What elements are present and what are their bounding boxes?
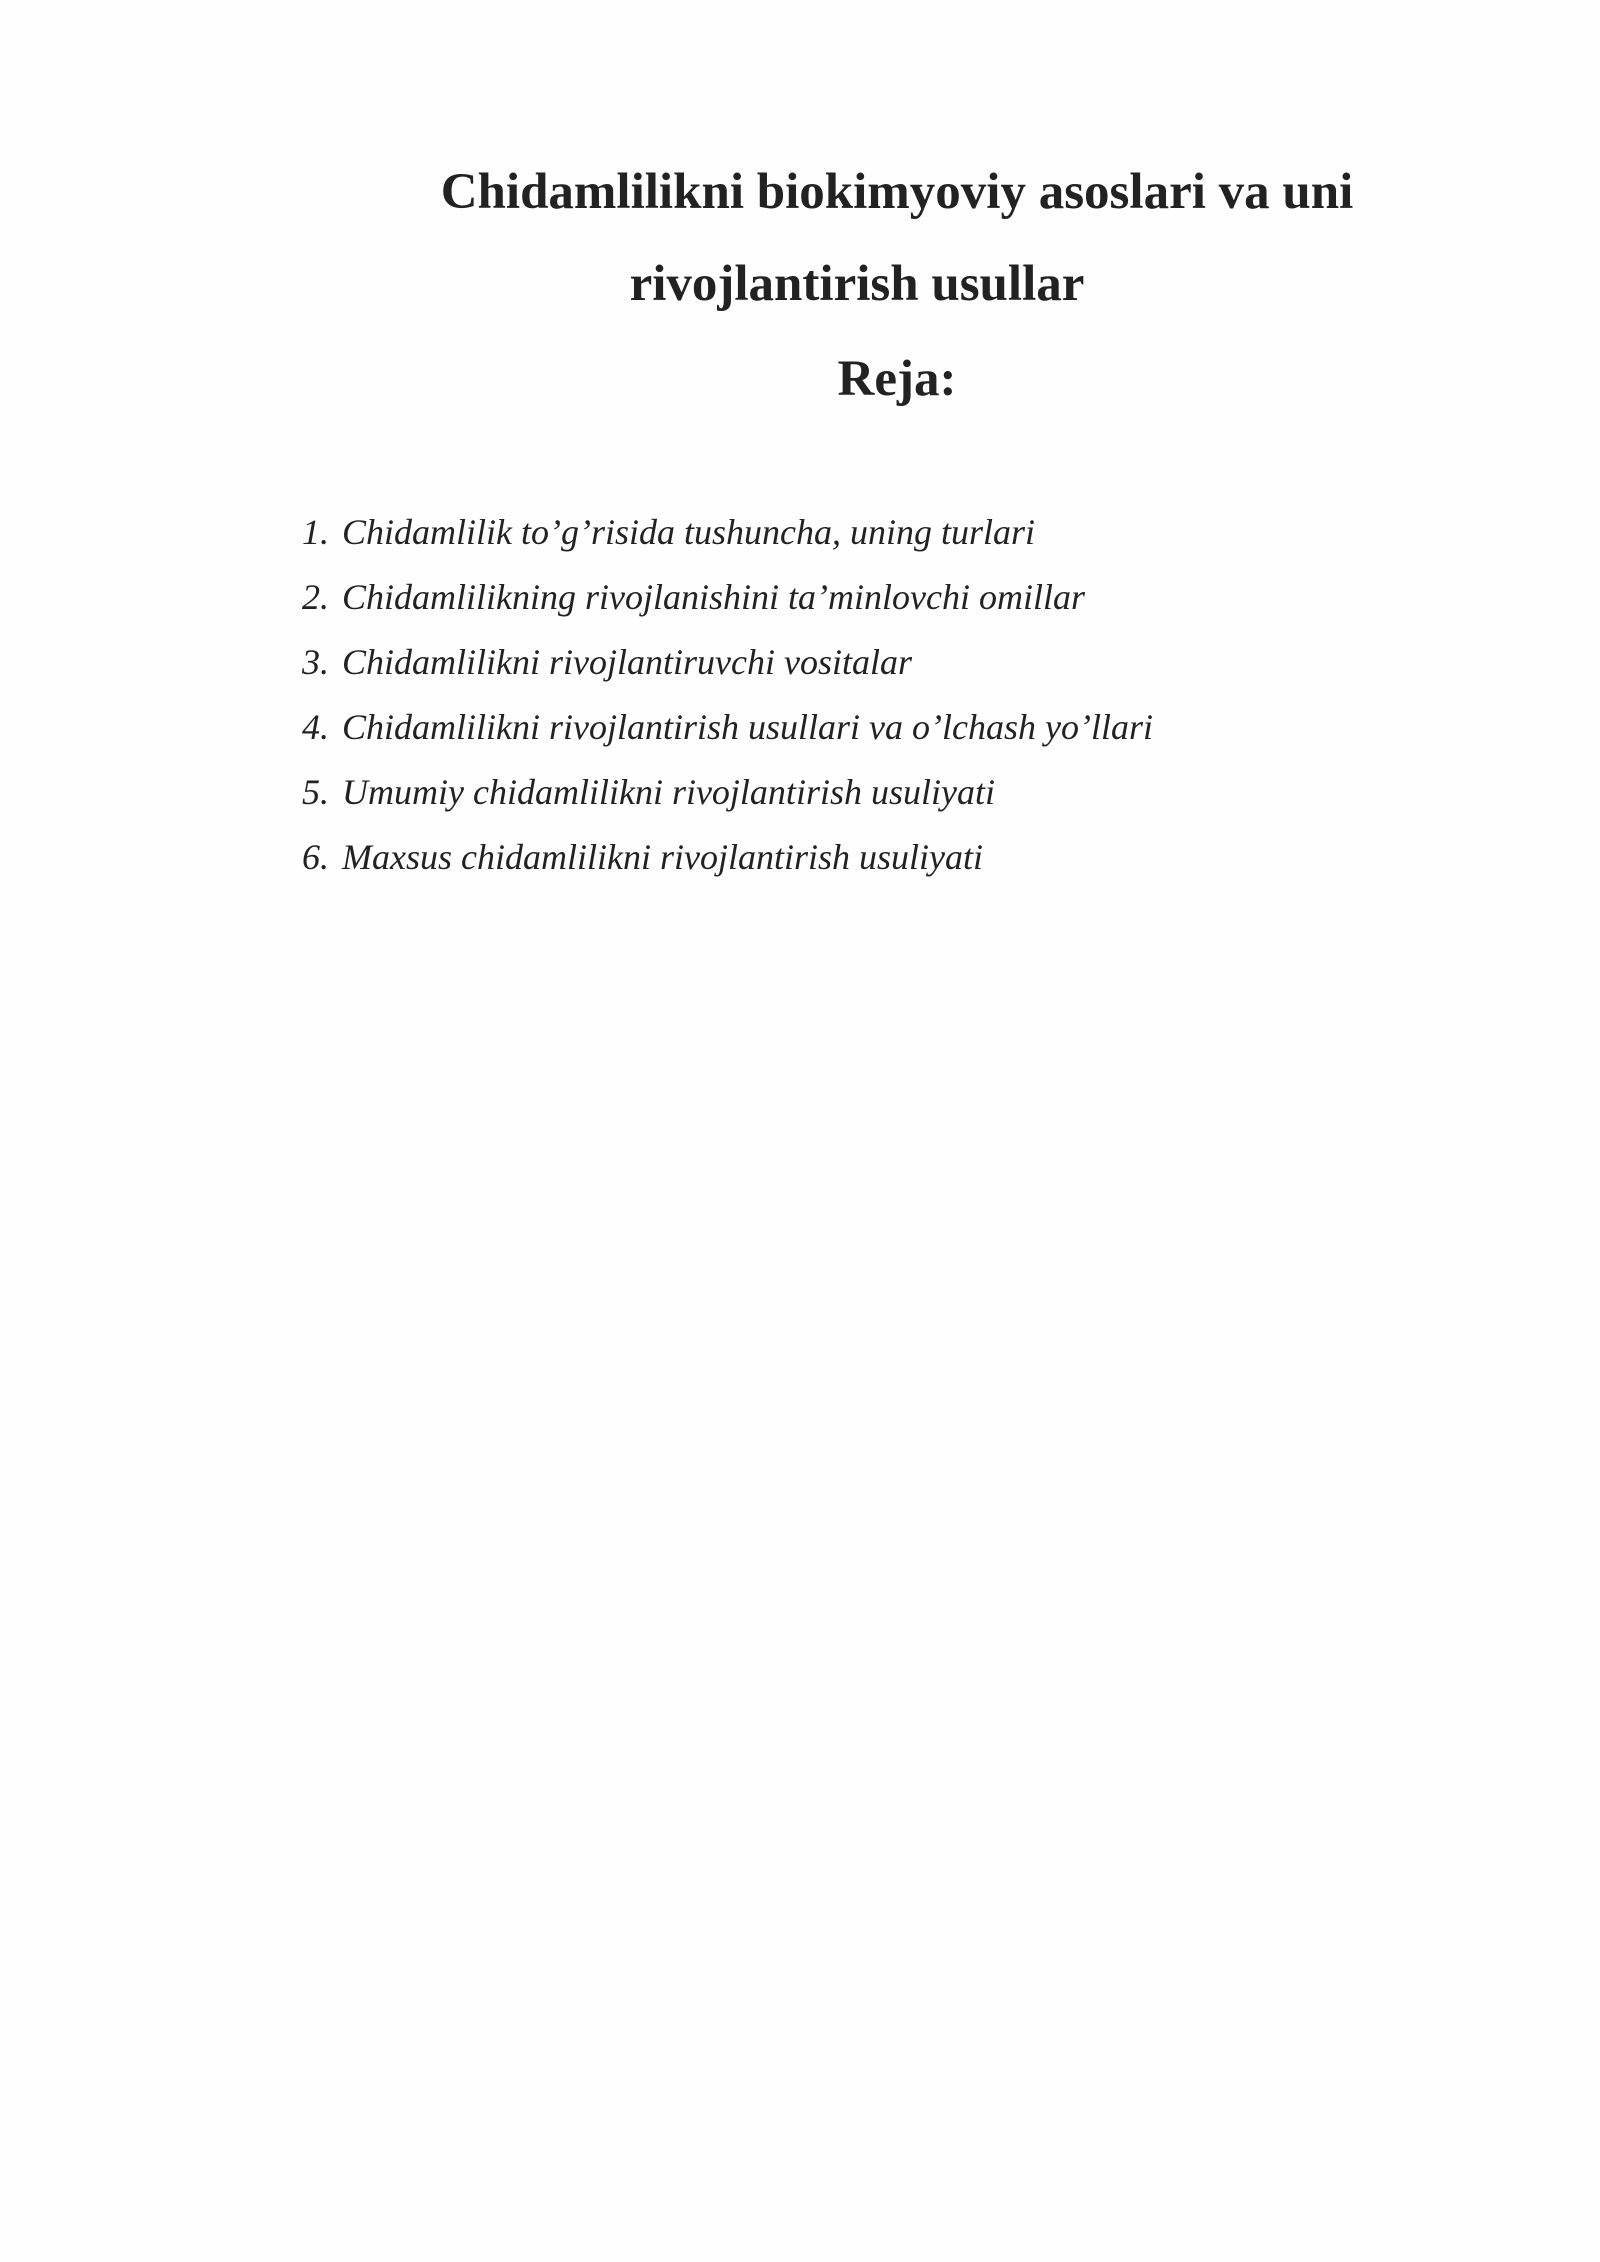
plan-item-text: Umumiy chidamlilikni rivojlantirish usuliyati [342,772,995,812]
plan-item [302,825,1153,890]
document-title-line-2: rivojlantirish usullar [629,256,1085,312]
plan-item [302,695,1153,760]
plan-item-number: 6. [302,837,329,877]
plan-item-text: Chidamlilikni rivojlantiruvchi vositalar [342,642,912,682]
plan-item-number: 1. [302,512,329,552]
document-title-line-1: Chidamlilikni biokimyoviy asoslari va uni [440,164,1354,220]
plan-item-text: Chidamlilikning rivojlanishini ta’minlovchi omillar [342,577,1085,617]
plan-list [302,500,1153,890]
plan-item [302,760,1153,825]
plan-heading: Reja: [837,351,957,407]
plan-item [302,630,1153,695]
plan-item [302,565,1153,630]
plan-item-text: Chidamlilik to’g’risida tushuncha, uning turlari [342,512,1036,552]
plan-item-number: 3. [302,642,329,682]
plan-item-number: 4. [302,707,329,747]
plan-item-text: Chidamlilikni rivojlantirish usullari va o’lchash yo’llari [342,707,1153,747]
plan-item [302,500,1153,565]
plan-item-text: Maxsus chidamlilikni rivojlantirish usuliyati [342,837,983,877]
plan-item-number: 2. [302,577,329,617]
plan-item-number: 5. [302,772,329,812]
